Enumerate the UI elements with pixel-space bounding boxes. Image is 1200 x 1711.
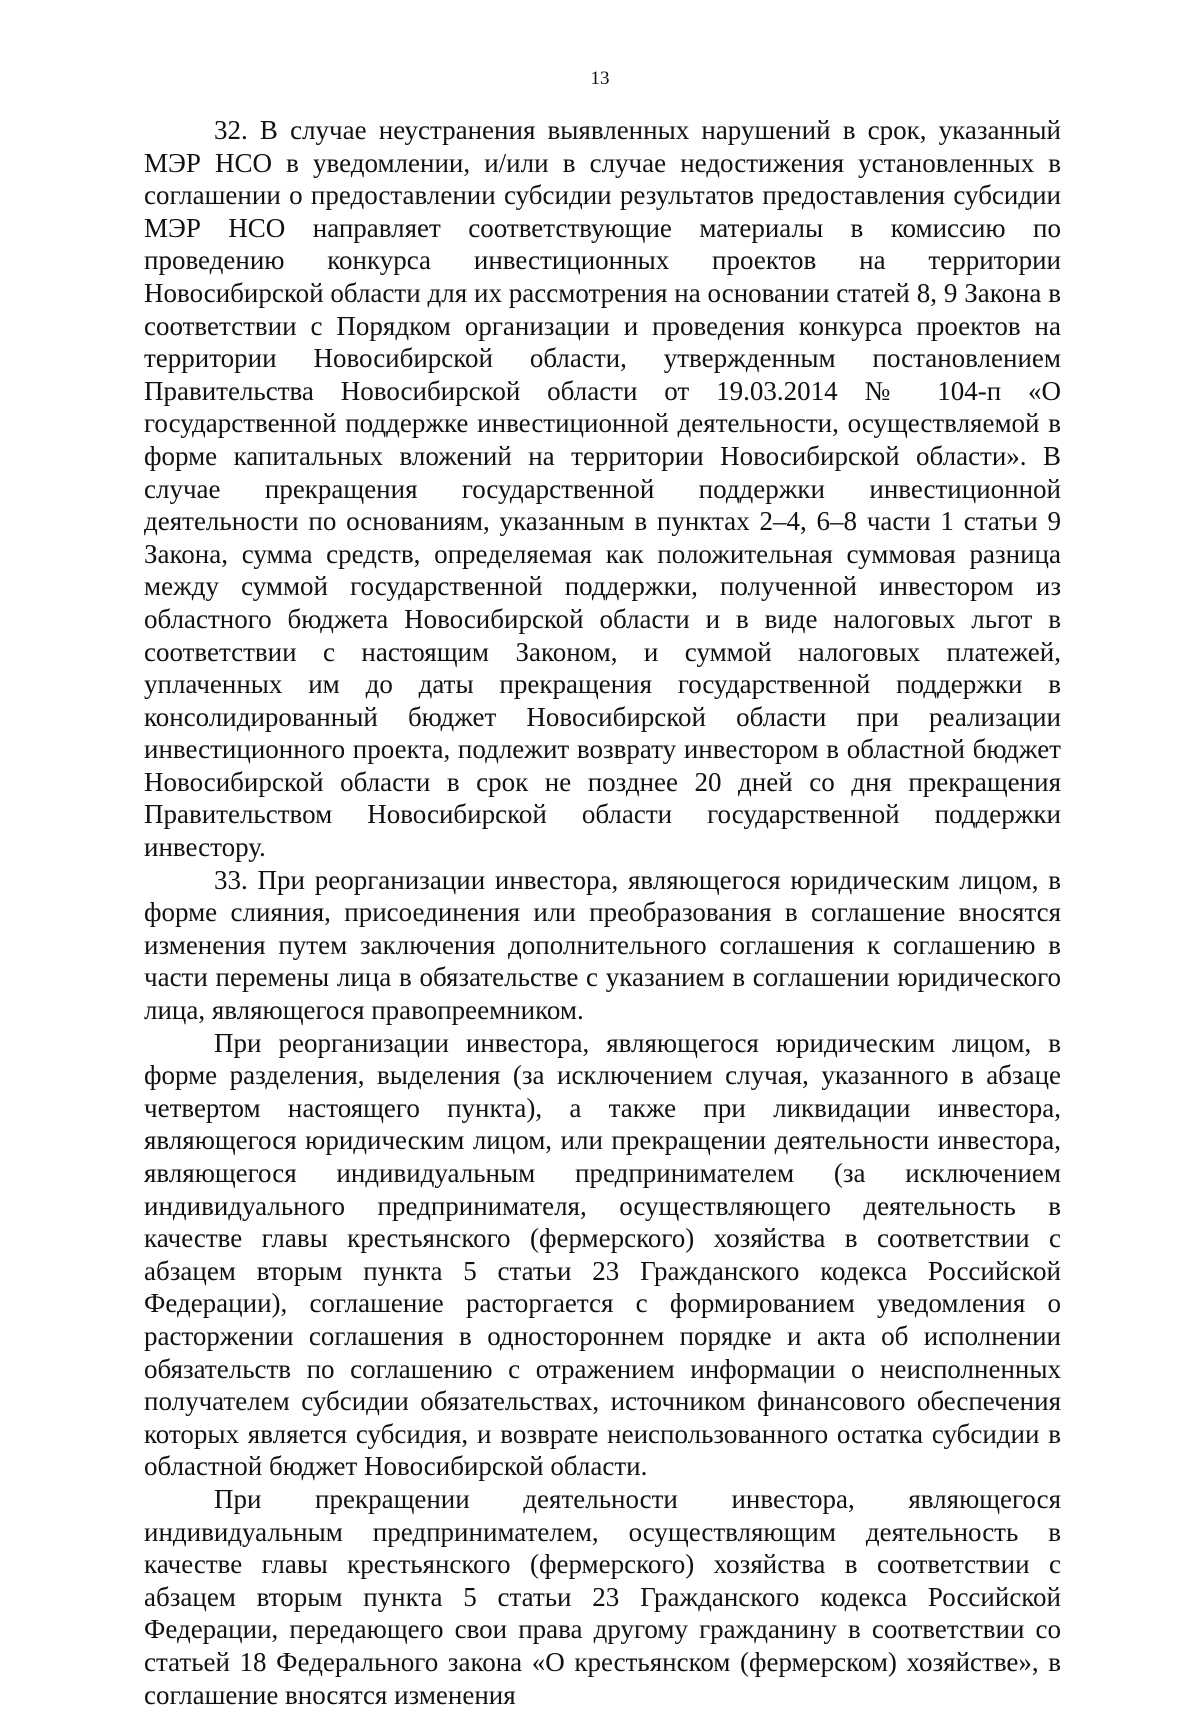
paragraph-33: 33. При реорганизации инвестора, являющегося юридическим лицом, в форме слияния, присоединения или преобразования в соглашение вносятся изменения путем заключения дополнительного соглашения к соглашению в части перемены лица в обязательстве с указанием в соглашении юридического лица, являющегося правопреемником.	[144, 864, 1061, 1026]
document-body	[144, 114, 1061, 1711]
paragraph-33-part-3: При прекращении деятельности инвестора, являющегося индивидуальным предпринимателем, осуществляющим деятельность в качестве главы крестьянского (фермерского) хозяйства в соответствии с абзацем вторым пункта 5 статьи 23 Гражданского кодекса Российской Федерации, передающего свои права другому гражданину в соответствии со статьей 18 Федерального закона «О крестьянском (фермерском) хозяйстве», в соглашение вносятся изменения	[144, 1483, 1061, 1710]
page-number: 13	[590, 68, 610, 89]
paragraph-33-part-2: При реорганизации инвестора, являющегося юридическим лицом, в форме разделения, выделения (за исключением случая, указанного в абзаце четвертом настоящего пункта), а также при ликвидации инвестора, являющегося юридическим лицом, или прекращении деятельности инвестора, являющегося индивидуальным предпринимателем (за исключением индивидуального предпринимателя, осуществляющего деятельность в качестве главы крестьянского (фермерского) хозяйства в соответствии с абзацем вторым пункта 5 статьи 23 Гражданского кодекса Российской Федерации), соглашение расторгается с формированием уведомления о расторжении соглашения в одностороннем порядке и акта об исполнении обязательств по соглашению с отражением информации о неисполненных получателем субсидии обязательствах, источником финансового обеспечения которых является субсидия, и возврате неиспользованного остатка субсидии в областной бюджет Новосибирской области.	[144, 1027, 1061, 1482]
paragraph-32: 32. В случае неустранения выявленных нарушений в срок, указанный МЭР НСО в уведомлении, и/или в случае недостижения установленных в соглашении о предоставлении субсидии результатов предоставления субсидии МЭР НСО направляет соответствующие материалы в комиссию по проведению конкурса инвестиционных проектов на территории Новосибирской области для их рассмотрения на основании статей 8, 9 Закона в соответствии с Порядком организации и проведения конкурса проектов на территории Новосибирской области, утвержденным постановлением Правительства Новосибирской области от 19.03.2014 № 104-п «О государственной поддержке инвестиционной деятельности, осуществляемой в форме капитальных вложений на территории Новосибирской области». В случае прекращения государственной поддержки инвестиционной деятельности по основаниям, указанным в пунктах 2–4, 6–8 части 1 статьи 9 Закона, сумма средств, определяемая как положительная суммовая разница между суммой государственной поддержки, полученной инвестором из областного бюджета Новосибирской области и в виде налоговых льгот в соответствии с настоящим Законом, и суммой налоговых платежей, уплаченных им до даты прекращения государственной поддержки в консолидированный бюджет Новосибирской области при реализации инвестиционного проекта, подлежит возврату инвестором в областной бюджет Новосибирской области в срок не позднее 20 дней со дня прекращения Правительством Новосибирской области государственной поддержки инвестору.	[144, 115, 1061, 863]
